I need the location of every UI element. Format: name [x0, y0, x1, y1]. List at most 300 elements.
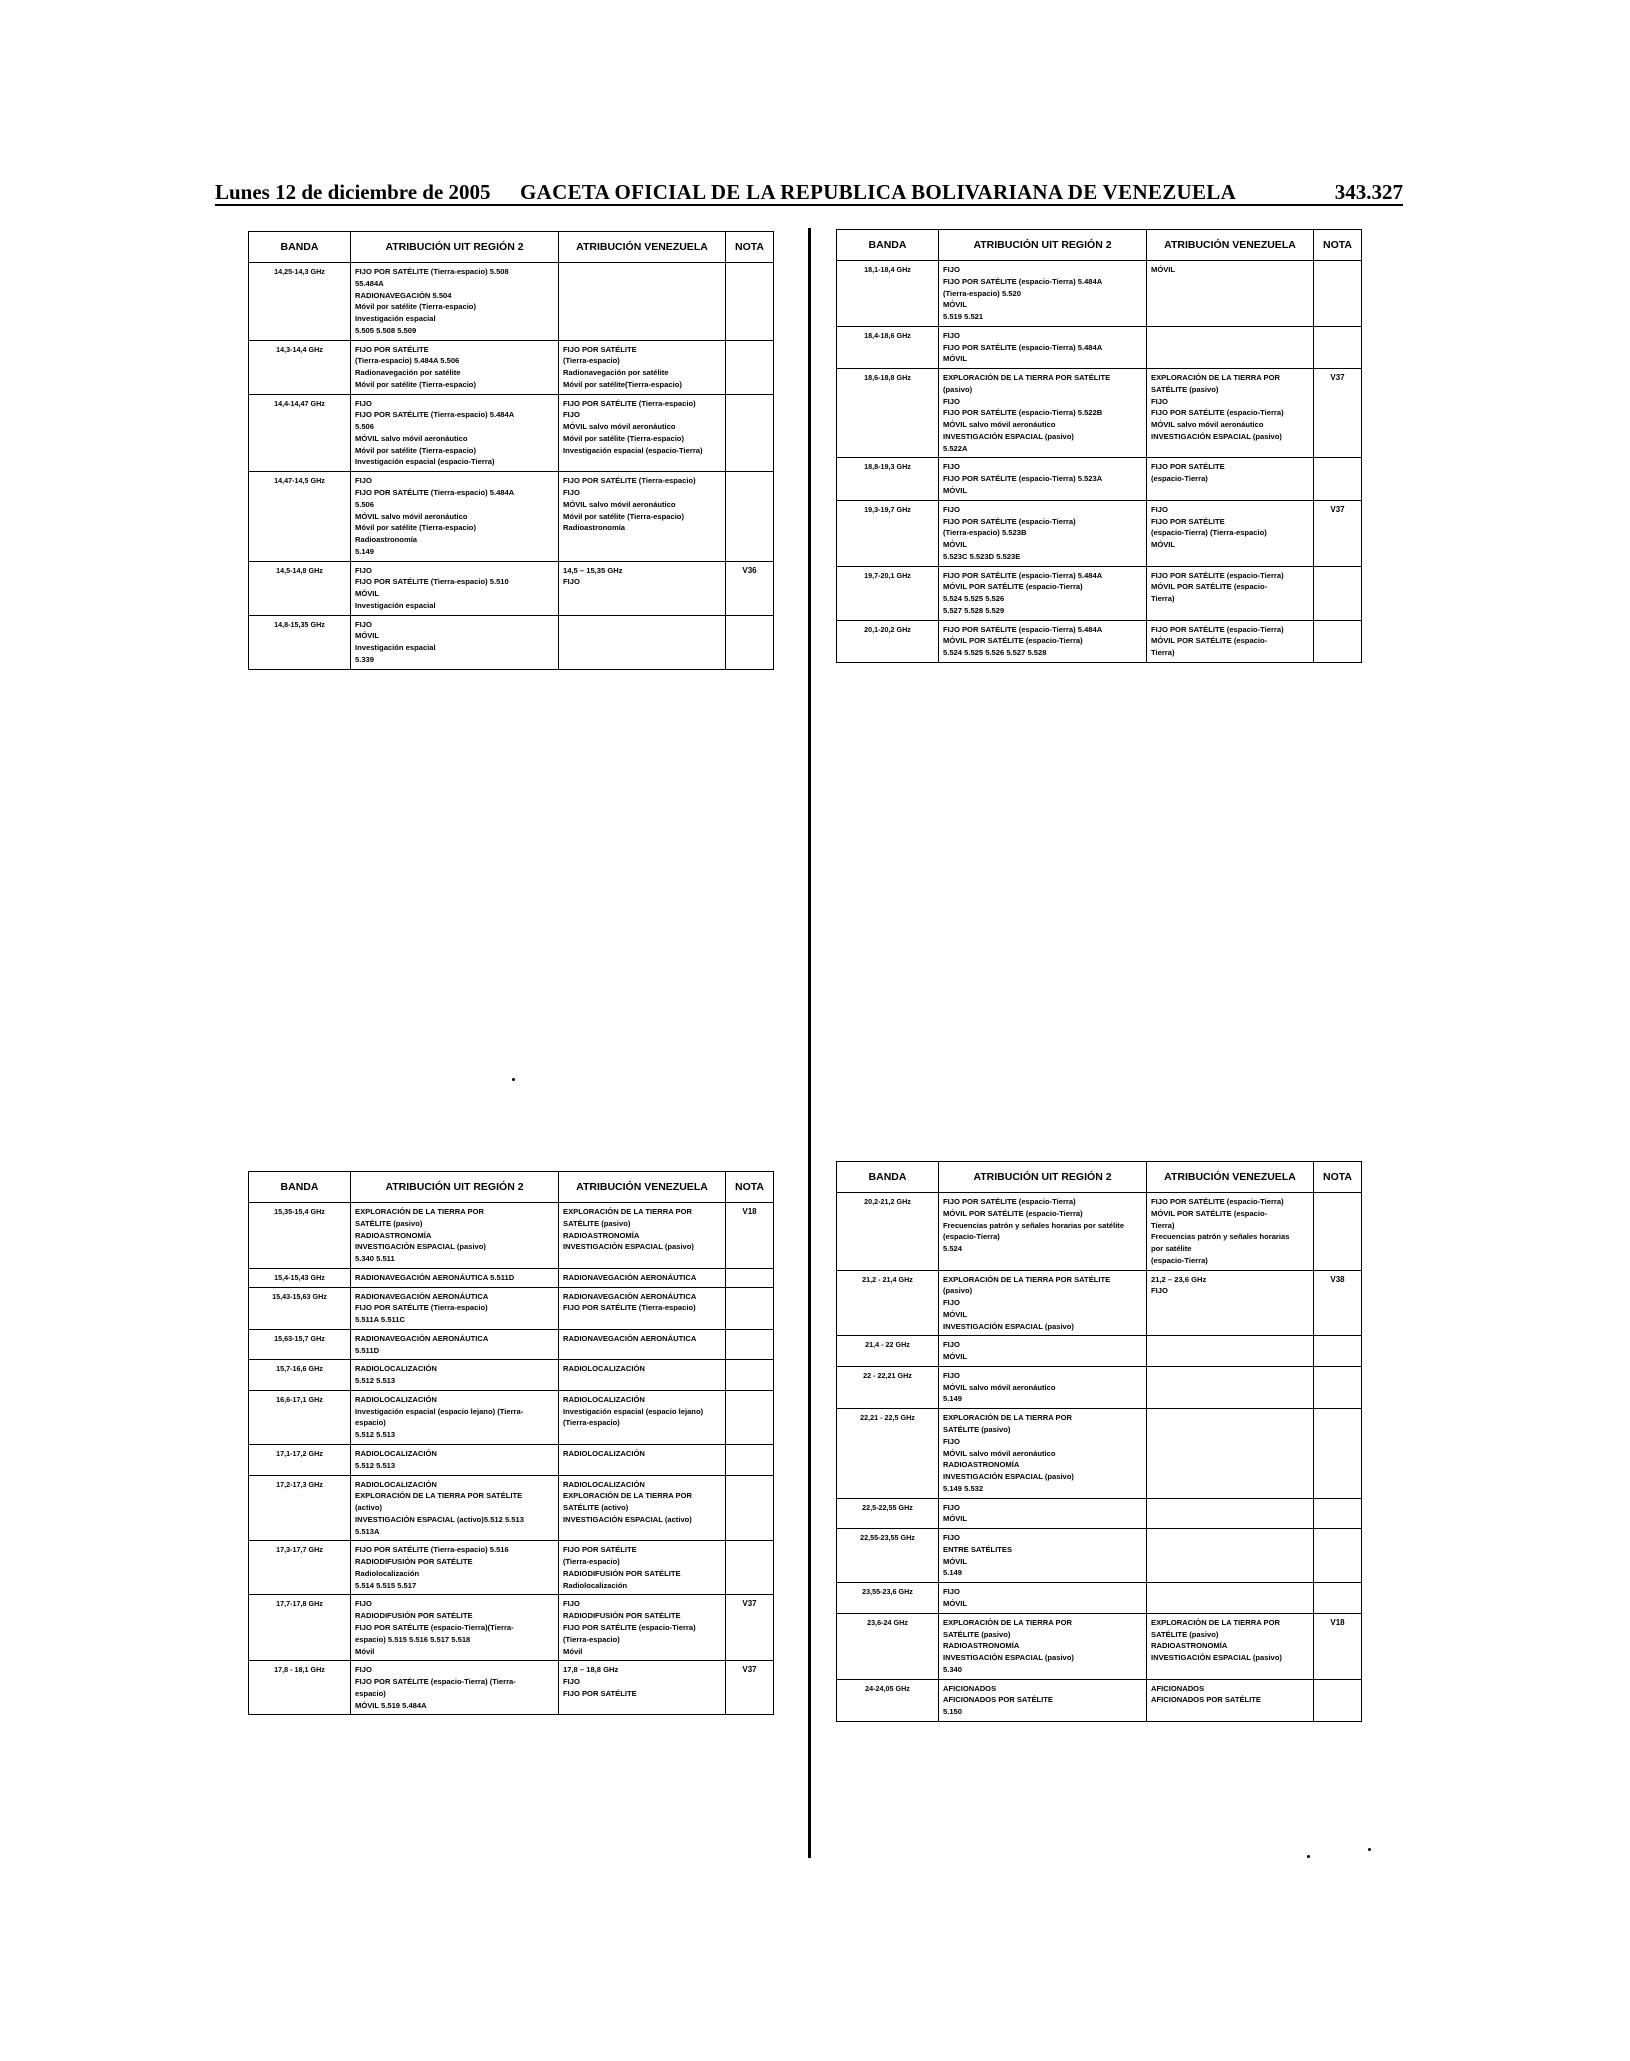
venezuela-cell	[559, 1445, 726, 1476]
table-row	[249, 1475, 774, 1541]
table-row	[249, 1329, 774, 1360]
uit-cell-line: (activo)	[355, 1503, 383, 1513]
uit-cell	[351, 340, 559, 394]
table-row	[249, 1595, 774, 1661]
table-row	[837, 1583, 1362, 1614]
allocation-table-top-right	[836, 229, 1362, 663]
table-row	[837, 1366, 1362, 1408]
banda-cell: 14,47-14,5 GHz	[249, 472, 351, 561]
venezuela-cell-line: FIJO	[1151, 1286, 1168, 1296]
table-row	[249, 615, 774, 669]
uit-cell-line: FIJO POR SATÉLITE (espacio-Tierra) 5.484A	[943, 276, 1103, 286]
uit-cell-line: RADIOLOCALIZACIÓN	[355, 1479, 437, 1489]
uit-cell	[351, 1203, 559, 1269]
uit-header: ATRIBUCIÓN UIT REGIÓN 2	[351, 1172, 559, 1203]
uit-cell-line: MÓVIL salvo móvil aeronáutico	[355, 511, 468, 521]
uit-cell-line: 5.506	[355, 499, 375, 509]
table-row	[837, 326, 1362, 368]
banda-cell: 17,3-17,7 GHz	[249, 1541, 351, 1595]
uit-cell-line: MÓVIL	[943, 540, 968, 550]
venezuela-cell-line: FIJO POR SATÉLITE	[563, 344, 637, 354]
table-row	[837, 1613, 1362, 1679]
uit-cell	[939, 620, 1147, 662]
venezuela-cell	[1147, 1366, 1314, 1408]
venezuela-cell-line: FIJO POR SATÉLITE	[563, 1688, 637, 1698]
uit-cell-line: 5.512 5.513	[355, 1376, 396, 1386]
table-header-row	[837, 230, 1362, 261]
nota-cell	[1314, 1409, 1362, 1498]
nota-header: NOTA	[726, 232, 774, 263]
venezuela-cell-line: (Tierra-espacio)	[563, 356, 620, 366]
uit-header: ATRIBUCIÓN UIT REGIÓN 2	[939, 230, 1147, 261]
scan-speck	[512, 1078, 515, 1081]
venezuela-cell	[1147, 1193, 1314, 1271]
nota-cell	[1314, 458, 1362, 500]
uit-cell-line: EXPLORACIÓN DE LA TIERRA POR	[943, 1617, 1072, 1627]
uit-cell-line: Investigación espacial	[355, 643, 436, 653]
banda-header: BANDA	[249, 232, 351, 263]
uit-cell-line: SATÉLITE (pasivo)	[943, 1629, 1011, 1639]
table-row	[837, 500, 1362, 566]
venezuela-cell-line: Móvil por satélite (Tierra-espacio)	[563, 433, 684, 443]
uit-cell-line: FIJO POR SATÉLITE (espacio-Tierra) 5.484A	[943, 342, 1103, 352]
uit-cell-line: Radioastronomía	[355, 535, 418, 545]
uit-cell-line: FIJO POR SATÉLITE (espacio-Tierra) 5.523A	[943, 474, 1103, 484]
table-row	[249, 1203, 774, 1269]
banda-cell: 15,43-15,63 GHz	[249, 1287, 351, 1329]
venezuela-cell-line: MÓVIL POR SATÉLITE (espacio-	[1151, 582, 1268, 592]
uit-cell-line: Investigación espacial	[355, 314, 436, 324]
table-row	[837, 458, 1362, 500]
venezuela-cell	[1147, 1613, 1314, 1679]
banda-cell: 22,55-23,55 GHz	[837, 1529, 939, 1583]
uit-cell	[939, 458, 1147, 500]
venezuela-cell-line: MÓVIL salvo móvil aeronáutico	[563, 499, 676, 509]
uit-cell-line: AFICIONADOS	[943, 1683, 997, 1693]
venezuela-cell-line: INVESTIGACIÓN ESPACIAL (pasivo)	[1151, 1653, 1282, 1663]
uit-cell	[351, 394, 559, 472]
uit-cell-line: FIJO POR SATÉLITE (espacio-Tierra) (Tierra-	[355, 1677, 516, 1687]
venezuela-cell-line: FIJO POR SATÉLITE (Tierra-espacio)	[563, 398, 696, 408]
table-row	[837, 369, 1362, 458]
venezuela-cell	[559, 1541, 726, 1595]
venezuela-cell-line: Tierra)	[1151, 594, 1175, 604]
venezuela-cell-line: FIJO	[563, 577, 580, 587]
nota-cell	[726, 340, 774, 394]
venezuela-cell-line: FIJO POR SATÉLITE	[563, 1545, 637, 1555]
venezuela-cell	[1147, 1583, 1314, 1614]
venezuela-cell-line: RADIONAVEGACIÓN AERONÁUTICA	[563, 1272, 697, 1282]
uit-cell	[939, 261, 1147, 327]
scan-speck	[1368, 1848, 1371, 1851]
venezuela-cell-line: RADIOLOCALIZACIÓN	[563, 1449, 645, 1459]
venezuela-cell	[559, 561, 726, 615]
venezuela-cell-line: Móvil por satélite(Tierra-espacio)	[563, 379, 682, 389]
uit-cell-line: (pasivo)	[943, 384, 973, 394]
banda-header: BANDA	[837, 1162, 939, 1193]
venezuela-cell	[559, 1287, 726, 1329]
venezuela-cell-line: Radionavegación por satélite	[563, 368, 669, 378]
nota-cell	[1314, 1583, 1362, 1614]
nota-cell	[726, 472, 774, 561]
venezuela-cell-line: EXPLORACIÓN DE LA TIERRA POR	[1151, 373, 1280, 383]
venezuela-cell-line: Frecuencias patrón y señales horarias	[1151, 1232, 1290, 1242]
venezuela-cell-line: EXPLORACIÓN DE LA TIERRA POR	[1151, 1617, 1280, 1627]
venezuela-cell	[559, 263, 726, 341]
venezuela-cell-line: RADIONAVEGACIÓN AERONÁUTICA	[563, 1333, 697, 1343]
table-row	[249, 1541, 774, 1595]
uit-cell-line: FIJO	[943, 1533, 960, 1543]
uit-cell-line: 5.524 5.525 5.526	[943, 594, 1005, 604]
uit-cell	[351, 1595, 559, 1661]
nota-cell	[1314, 566, 1362, 620]
uit-cell	[351, 1661, 559, 1715]
nota-cell	[726, 1390, 774, 1444]
uit-cell	[939, 1336, 1147, 1367]
nota-cell	[726, 1360, 774, 1391]
venezuela-cell	[559, 1661, 726, 1715]
uit-cell-line: MÓVIL	[943, 486, 968, 496]
banda-cell: 17,7-17,8 GHz	[249, 1595, 351, 1661]
venezuela-cell-line: FIJO	[563, 488, 580, 498]
venezuela-cell-line: MÓVIL POR SATÉLITE (espacio-	[1151, 636, 1268, 646]
column-divider	[808, 228, 811, 1858]
uit-cell-line: RADIONAVEGACIÓN AERONÁUTICA	[355, 1291, 489, 1301]
venezuela-cell-line: FIJO POR SATÉLITE (Tierra-espacio)	[563, 1303, 696, 1313]
venezuela-cell-line: INVESTIGACIÓN ESPACIAL (pasivo)	[563, 1242, 694, 1252]
venezuela-cell	[1147, 1336, 1314, 1367]
uit-cell-line: EXPLORACIÓN DE LA TIERRA POR	[355, 1207, 484, 1216]
venezuela-cell-line: EXPLORACIÓN DE LA TIERRA POR	[563, 1207, 692, 1216]
uit-cell-line: INVESTIGACIÓN ESPACIAL (pasivo)	[943, 431, 1074, 441]
uit-cell-line: 5.339	[355, 654, 375, 664]
venezuela-cell-line: MÓVIL salvo móvil aeronáutico	[1151, 420, 1264, 430]
venezuela-cell	[559, 1268, 726, 1287]
venezuela-cell	[1147, 261, 1314, 327]
banda-cell: 18,4-18,6 GHz	[837, 326, 939, 368]
uit-cell	[939, 1498, 1147, 1529]
venezuela-cell-line: RADIOLOCALIZACIÓN	[563, 1364, 645, 1374]
nota-cell: V36	[726, 561, 774, 615]
uit-cell-line: FIJO POR SATÉLITE (Tierra-espacio) 5.484A	[355, 410, 515, 420]
banda-cell: 23,6-24 GHz	[837, 1613, 939, 1679]
uit-cell-line: MÓVIL salvo móvil aeronáutico	[943, 1382, 1056, 1392]
uit-cell-line: RADIONAVEGACIÓN 5.504	[355, 290, 452, 300]
uit-cell-line: espacio) 5.515 5.516 5.517 5.518	[355, 1634, 471, 1644]
uit-cell-line: (Tierra-espacio) 5.484A 5.506	[355, 356, 460, 366]
banda-header: BANDA	[837, 230, 939, 261]
uit-cell-line: 5.150	[943, 1707, 963, 1717]
uit-cell-line: 5.513A	[355, 1526, 380, 1536]
nota-cell	[1314, 1529, 1362, 1583]
banda-cell: 24-24,05 GHz	[837, 1679, 939, 1721]
uit-cell-line: FIJO	[943, 265, 960, 274]
uit-cell-line: FIJO	[943, 1587, 960, 1597]
uit-cell-line: 5.506	[355, 422, 375, 432]
banda-cell: 22,21 - 22,5 GHz	[837, 1409, 939, 1498]
table-header-row	[249, 232, 774, 263]
uit-cell-line: 5.524	[943, 1244, 963, 1254]
uit-cell-line: INVESTIGACIÓN ESPACIAL (pasivo)	[943, 1472, 1074, 1482]
uit-cell-line: INVESTIGACIÓN ESPACIAL (pasivo)	[943, 1321, 1074, 1331]
venezuela-cell-line: FIJO POR SATÉLITE (espacio-Tierra)	[1151, 1197, 1284, 1206]
nota-cell	[1314, 1366, 1362, 1408]
venezuela-header: ATRIBUCIÓN VENEZUELA	[559, 1172, 726, 1203]
table-row	[249, 263, 774, 341]
uit-cell-line: FIJO	[355, 1599, 372, 1609]
venezuela-cell-line: (Tierra-espacio)	[563, 1418, 620, 1428]
uit-cell-line: Radionavegación por satélite	[355, 368, 461, 378]
venezuela-cell-line: (espacio-Tierra)	[1151, 1255, 1208, 1265]
nota-cell	[1314, 1679, 1362, 1721]
uit-cell-line: 5.340 5.511	[355, 1254, 395, 1264]
uit-cell-line: RADIOASTRONOMÍA	[355, 1230, 432, 1240]
uit-cell-line: Investigación espacial	[355, 600, 436, 610]
uit-cell	[939, 1409, 1147, 1498]
banda-cell: 15,4-15,43 GHz	[249, 1268, 351, 1287]
uit-cell-line: 5.149	[943, 1568, 963, 1578]
nota-cell: V18	[726, 1203, 774, 1269]
uit-cell-line: FIJO POR SATÉLITE (Tierra-espacio)	[355, 1303, 488, 1313]
uit-cell-line: 5.511A 5.511C	[355, 1315, 405, 1325]
venezuela-cell-line: FIJO POR SATÉLITE (espacio-Tierra)	[1151, 408, 1284, 418]
nota-cell	[726, 1475, 774, 1541]
uit-cell	[939, 566, 1147, 620]
table-row	[837, 1679, 1362, 1721]
venezuela-cell-line: FIJO	[563, 410, 580, 420]
venezuela-cell-line: 17,8 – 18,8 GHz	[563, 1665, 619, 1675]
uit-cell-line: MÓVIL salvo móvil aeronáutico	[943, 1448, 1056, 1458]
uit-cell	[351, 1390, 559, 1444]
banda-cell: 17,8 - 18,1 GHz	[249, 1661, 351, 1715]
uit-cell-line: MÓVIL	[943, 1598, 968, 1608]
venezuela-cell-line: 14,5 – 15,35 GHz	[563, 565, 623, 575]
banda-cell: 22,5-22,55 GHz	[837, 1498, 939, 1529]
header-title: GACETA OFICIAL DE LA REPUBLICA BOLIVARIANA DE VENEZUELA	[520, 180, 1237, 204]
nota-cell	[1314, 620, 1362, 662]
uit-cell	[351, 1445, 559, 1476]
venezuela-cell-line: FIJO POR SATÉLITE (espacio-Tierra)	[563, 1622, 696, 1632]
uit-cell-line: 55.484A	[355, 278, 384, 288]
uit-cell-line: MÓVIL POR SATÉLITE (espacio-Tierra)	[943, 636, 1083, 646]
uit-cell-line: Investigación espacial (espacio-Tierra)	[355, 457, 495, 467]
uit-cell-line: Investigación espacial (espacio lejano) (Tierra-	[355, 1406, 524, 1416]
venezuela-cell-line: RADIOASTRONOMÍA	[1151, 1641, 1228, 1651]
scan-speck	[1307, 1855, 1310, 1858]
table-row	[837, 261, 1362, 327]
header-page-number: 343.327	[1334, 180, 1403, 204]
uit-cell	[939, 1613, 1147, 1679]
uit-cell-line: EXPLORACIÓN DE LA TIERRA POR SATÉLITE	[943, 1274, 1111, 1284]
banda-cell: 23,55-23,6 GHz	[837, 1583, 939, 1614]
venezuela-cell-line: (Tierra-espacio)	[563, 1634, 620, 1644]
venezuela-cell-line: FIJO POR SATÉLITE (Tierra-espacio)	[563, 476, 696, 486]
uit-cell-line: MÓVIL	[355, 631, 380, 641]
banda-cell: 21,2 - 21,4 GHz	[837, 1270, 939, 1336]
venezuela-cell	[559, 1329, 726, 1360]
uit-cell-line: MÓVIL	[943, 1556, 968, 1566]
venezuela-cell-line: Móvil por satélite (Tierra-espacio)	[563, 511, 684, 521]
uit-cell-line: Móvil	[355, 1646, 375, 1656]
venezuela-cell-line: (Tierra-espacio)	[563, 1557, 620, 1567]
venezuela-cell	[1147, 500, 1314, 566]
nota-cell	[1314, 261, 1362, 327]
venezuela-cell-line: SATÉLITE (pasivo)	[1151, 384, 1219, 394]
venezuela-cell-line: 21,2 – 23,6 GHz	[1151, 1274, 1207, 1284]
uit-cell-line: FIJO	[355, 565, 372, 575]
nota-cell: V37	[1314, 500, 1362, 566]
uit-cell-line: ENTRE SATÉLITES	[943, 1544, 1013, 1554]
venezuela-cell-line: RADIOASTRONOMÍA	[563, 1230, 640, 1240]
nota-cell	[726, 1445, 774, 1476]
uit-cell-line: RADIONAVEGACIÓN AERONÁUTICA 5.511D	[355, 1272, 515, 1282]
uit-cell-line: MÓVIL POR SATÉLITE (espacio-Tierra)	[943, 582, 1083, 592]
table-row	[837, 1498, 1362, 1529]
table-row	[249, 1661, 774, 1715]
banda-cell: 19,7-20,1 GHz	[837, 566, 939, 620]
nota-cell	[726, 263, 774, 341]
table-row	[837, 1409, 1362, 1498]
uit-cell	[939, 1529, 1147, 1583]
uit-cell-line: FIJO	[943, 396, 960, 406]
table-row	[249, 340, 774, 394]
banda-cell: 15,7-16,6 GHz	[249, 1360, 351, 1391]
venezuela-cell-line: SATÉLITE (activo)	[563, 1503, 629, 1513]
banda-cell: 14,8-15,35 GHz	[249, 615, 351, 669]
venezuela-header: ATRIBUCIÓN VENEZUELA	[1147, 1162, 1314, 1193]
venezuela-cell-line: por satélite	[1151, 1244, 1192, 1254]
uit-cell	[351, 1268, 559, 1287]
uit-cell-line: 5.514 5.515 5.517	[355, 1580, 417, 1590]
uit-cell-line: MÓVIL	[943, 1352, 968, 1362]
uit-cell-line: FIJO POR SATÉLITE (Tierra-espacio) 5.510	[355, 577, 509, 587]
venezuela-cell-line: INVESTIGACIÓN ESPACIAL (activo)	[563, 1514, 692, 1524]
venezuela-cell-line: Investigación espacial (espacio lejano)	[563, 1406, 704, 1416]
table-header-row	[837, 1162, 1362, 1193]
uit-cell-line: RADIODIFUSIÓN POR SATÉLITE	[355, 1557, 473, 1567]
uit-cell-line: 5.519 5.521	[943, 312, 984, 322]
uit-cell-line: FIJO POR SATÉLITE (espacio-Tierra) 5.484A	[943, 570, 1103, 580]
venezuela-cell-line: Tierra)	[1151, 1220, 1175, 1230]
allocation-table-bottom-left	[248, 1171, 774, 1715]
venezuela-cell-line: (espacio-Tierra) (Tierra-espacio)	[1151, 528, 1267, 538]
uit-cell-line: espacio)	[355, 1688, 386, 1698]
uit-cell-line: (Tierra-espacio) 5.520	[943, 288, 1021, 298]
table-row	[249, 1360, 774, 1391]
table-row	[249, 472, 774, 561]
venezuela-cell-line: (espacio-Tierra)	[1151, 474, 1208, 484]
uit-cell-line: EXPLORACIÓN DE LA TIERRA POR	[943, 1413, 1072, 1423]
uit-cell-line: 5.340	[943, 1664, 963, 1674]
uit-cell-line: FIJO POR SATÉLITE (espacio-Tierra)(Tierra-	[355, 1622, 514, 1632]
uit-cell-line: FIJO	[943, 462, 960, 472]
venezuela-cell	[559, 1203, 726, 1269]
venezuela-cell-line: Investigación espacial (espacio-Tierra)	[563, 445, 703, 455]
venezuela-cell	[559, 394, 726, 472]
nota-cell	[726, 615, 774, 669]
banda-cell: 19,3-19,7 GHz	[837, 500, 939, 566]
uit-header: ATRIBUCIÓN UIT REGIÓN 2	[939, 1162, 1147, 1193]
venezuela-cell	[1147, 1270, 1314, 1336]
venezuela-cell-line: SATÉLITE (pasivo)	[563, 1218, 631, 1228]
venezuela-cell-line: EXPLORACIÓN DE LA TIERRA POR	[563, 1491, 692, 1501]
venezuela-cell	[1147, 458, 1314, 500]
venezuela-cell	[559, 1360, 726, 1391]
nota-cell	[726, 1329, 774, 1360]
venezuela-cell-line: Tierra)	[1151, 648, 1175, 658]
uit-cell	[939, 369, 1147, 458]
banda-cell: 21,4 - 22 GHz	[837, 1336, 939, 1367]
uit-cell-line: Móvil por satélite (Tierra-espacio)	[355, 445, 476, 455]
allocation-table-top-left	[248, 231, 774, 670]
venezuela-cell	[1147, 1679, 1314, 1721]
nota-cell	[726, 1541, 774, 1595]
uit-cell-line: FIJO	[355, 398, 372, 408]
venezuela-header: ATRIBUCIÓN VENEZUELA	[1147, 230, 1314, 261]
uit-cell-line: RADIOASTRONOMÍA	[943, 1460, 1020, 1470]
venezuela-cell-line: RADIOLOCALIZACIÓN	[563, 1394, 645, 1404]
uit-cell-line: SATÉLITE (pasivo)	[943, 1425, 1011, 1435]
uit-cell	[351, 1287, 559, 1329]
uit-cell-line: MÓVIL salvo móvil aeronáutico	[355, 433, 468, 443]
nota-cell	[1314, 1336, 1362, 1367]
uit-cell-line: (pasivo)	[943, 1286, 973, 1296]
venezuela-cell-line: FIJO POR SATÉLITE	[1151, 516, 1225, 526]
banda-header: BANDA	[249, 1172, 351, 1203]
venezuela-cell-line: MÓVIL salvo móvil aeronáutico	[563, 422, 676, 432]
uit-cell-line: RADIODIFUSIÓN POR SATÉLITE	[355, 1611, 473, 1621]
uit-cell	[351, 561, 559, 615]
nota-cell: V37	[1314, 369, 1362, 458]
nota-cell	[1314, 326, 1362, 368]
venezuela-header: ATRIBUCIÓN VENEZUELA	[559, 232, 726, 263]
uit-cell-line: FIJO	[943, 504, 960, 514]
banda-cell: 17,2-17,3 GHz	[249, 1475, 351, 1541]
uit-cell-line: 5.149	[355, 546, 375, 556]
venezuela-cell-line: FIJO	[563, 1677, 580, 1687]
uit-cell-line: Móvil por satélite (Tierra-espacio)	[355, 302, 476, 312]
nota-cell	[726, 1268, 774, 1287]
allocation-table-bottom-right	[836, 1161, 1362, 1722]
venezuela-cell	[1147, 326, 1314, 368]
uit-cell-line: (Tierra-espacio) 5.523B	[943, 528, 1027, 538]
banda-cell: 14,5-14,8 GHz	[249, 561, 351, 615]
uit-cell-line: FIJO	[943, 1340, 960, 1350]
venezuela-cell	[559, 340, 726, 394]
venezuela-cell-line: AFICIONADOS	[1151, 1683, 1205, 1693]
uit-cell-line: Frecuencias patrón y señales horarias por satélite	[943, 1220, 1125, 1230]
uit-cell-line: Móvil por satélite (Tierra-espacio)	[355, 379, 476, 389]
banda-cell: 14,3-14,4 GHz	[249, 340, 351, 394]
uit-cell-line: 5.524 5.525 5.526 5.527 5.528	[943, 648, 1047, 658]
uit-cell-line: FIJO POR SATÉLITE (espacio-Tierra)	[943, 1197, 1076, 1206]
venezuela-cell-line: INVESTIGACIÓN ESPACIAL (pasivo)	[1151, 431, 1282, 441]
uit-cell-line: MÓVIL	[943, 300, 968, 310]
uit-cell-line: RADIOLOCALIZACIÓN	[355, 1394, 437, 1404]
venezuela-cell	[559, 1595, 726, 1661]
uit-cell-line: EXPLORACIÓN DE LA TIERRA POR SATÉLITE	[943, 373, 1111, 383]
venezuela-cell	[1147, 566, 1314, 620]
uit-cell-line: 5.523C 5.523D 5.523E	[943, 551, 1021, 561]
uit-cell-line: FIJO POR SATÉLITE	[355, 344, 429, 354]
header-rule	[215, 204, 1403, 206]
uit-header: ATRIBUCIÓN UIT REGIÓN 2	[351, 232, 559, 263]
banda-cell: 14,4-14,47 GHz	[249, 394, 351, 472]
uit-cell-line: FIJO POR SATÉLITE (espacio-Tierra)	[943, 516, 1076, 526]
banda-cell: 18,1-18,4 GHz	[837, 261, 939, 327]
nota-cell	[726, 394, 774, 472]
nota-header: NOTA	[1314, 230, 1362, 261]
